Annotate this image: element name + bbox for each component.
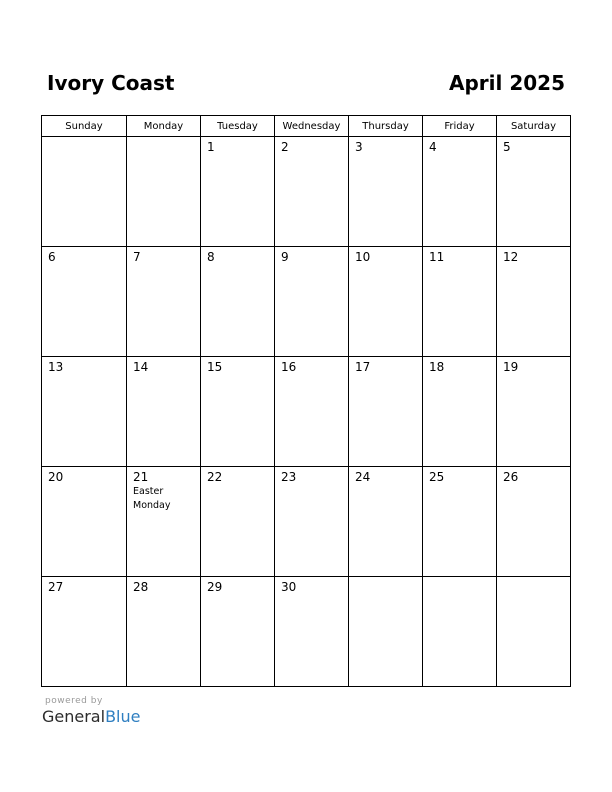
day-cell	[201, 467, 275, 577]
day-number: 28	[133, 580, 149, 594]
day-number: 3	[355, 140, 363, 154]
day-number: 24	[355, 470, 371, 484]
day-number	[497, 577, 570, 581]
day-number: 12	[503, 250, 519, 264]
day-number: 13	[48, 360, 64, 374]
brand-blue: Blue	[105, 707, 141, 726]
day-cell	[349, 137, 423, 247]
day-number: 27	[48, 580, 64, 594]
day-number: 4	[429, 140, 437, 154]
day-cell	[275, 577, 349, 687]
country-title: Ivory Coast	[47, 71, 175, 95]
day-cell	[42, 247, 127, 357]
day-number: 11	[429, 250, 445, 264]
day-number: 26	[503, 470, 519, 484]
day-cell	[497, 137, 571, 247]
day-cell	[201, 137, 275, 247]
day-number: 18	[429, 360, 445, 374]
weekday-sunday: Sunday	[42, 116, 127, 137]
day-number	[349, 577, 422, 581]
day-cell	[127, 577, 201, 687]
day-cell	[497, 467, 571, 577]
day-cell	[349, 247, 423, 357]
day-number: 19	[503, 360, 519, 374]
day-cell	[423, 577, 497, 687]
day-cell	[127, 467, 201, 577]
week-row	[42, 137, 571, 247]
day-number: 20	[48, 470, 64, 484]
day-number: 23	[281, 470, 297, 484]
day-cell	[423, 467, 497, 577]
week-row	[42, 467, 571, 577]
weekday-friday: Friday	[423, 116, 497, 137]
day-number: 14	[133, 360, 149, 374]
day-cell	[423, 247, 497, 357]
weekday-saturday: Saturday	[497, 116, 571, 137]
day-number: 29	[207, 580, 223, 594]
day-cell	[42, 357, 127, 467]
day-number: 15	[207, 360, 223, 374]
day-cell	[127, 137, 201, 247]
day-number: 2	[281, 140, 289, 154]
day-number: 7	[133, 250, 141, 264]
week-row	[42, 577, 571, 687]
weekday-thursday: Thursday	[349, 116, 423, 137]
powered-by-text: powered by	[45, 696, 103, 706]
day-cell	[201, 357, 275, 467]
weekday-tuesday: Tuesday	[201, 116, 275, 137]
day-cell	[42, 137, 127, 247]
day-number: 5	[503, 140, 511, 154]
day-cell	[497, 247, 571, 357]
day-number: 6	[48, 250, 56, 264]
day-cell	[275, 137, 349, 247]
day-cell	[349, 577, 423, 687]
day-number: 30	[281, 580, 297, 594]
day-number: 9	[281, 250, 289, 264]
day-number: 1	[207, 140, 215, 154]
day-cell	[127, 357, 201, 467]
day-number: 21	[133, 470, 149, 484]
day-cell	[201, 577, 275, 687]
weekday-header-row	[42, 116, 571, 137]
day-number	[423, 577, 496, 581]
day-cell	[42, 577, 127, 687]
holiday-event: Easter Monday	[133, 486, 171, 511]
day-number	[127, 137, 200, 141]
day-cell	[497, 577, 571, 687]
day-number: 22	[207, 470, 223, 484]
weekday-wednesday: Wednesday	[275, 116, 349, 137]
month-title: April 2025	[449, 71, 565, 95]
day-number: 8	[207, 250, 215, 264]
day-number	[42, 137, 126, 141]
day-cell	[42, 467, 127, 577]
week-row	[42, 247, 571, 357]
day-cell	[349, 467, 423, 577]
day-cell	[423, 357, 497, 467]
day-cell	[275, 247, 349, 357]
day-cell	[423, 137, 497, 247]
calendar-grid	[41, 115, 571, 687]
day-number: 10	[355, 250, 371, 264]
day-cell	[201, 247, 275, 357]
day-cell	[127, 247, 201, 357]
day-cell	[497, 357, 571, 467]
day-cell	[275, 357, 349, 467]
weekday-monday: Monday	[127, 116, 201, 137]
day-cell	[349, 357, 423, 467]
week-row	[42, 357, 571, 467]
day-number: 25	[429, 470, 445, 484]
day-number: 17	[355, 360, 371, 374]
day-number: 16	[281, 360, 297, 374]
brand-general: General	[42, 707, 106, 726]
day-cell	[275, 467, 349, 577]
generalblue-logo[interactable]	[42, 707, 140, 726]
